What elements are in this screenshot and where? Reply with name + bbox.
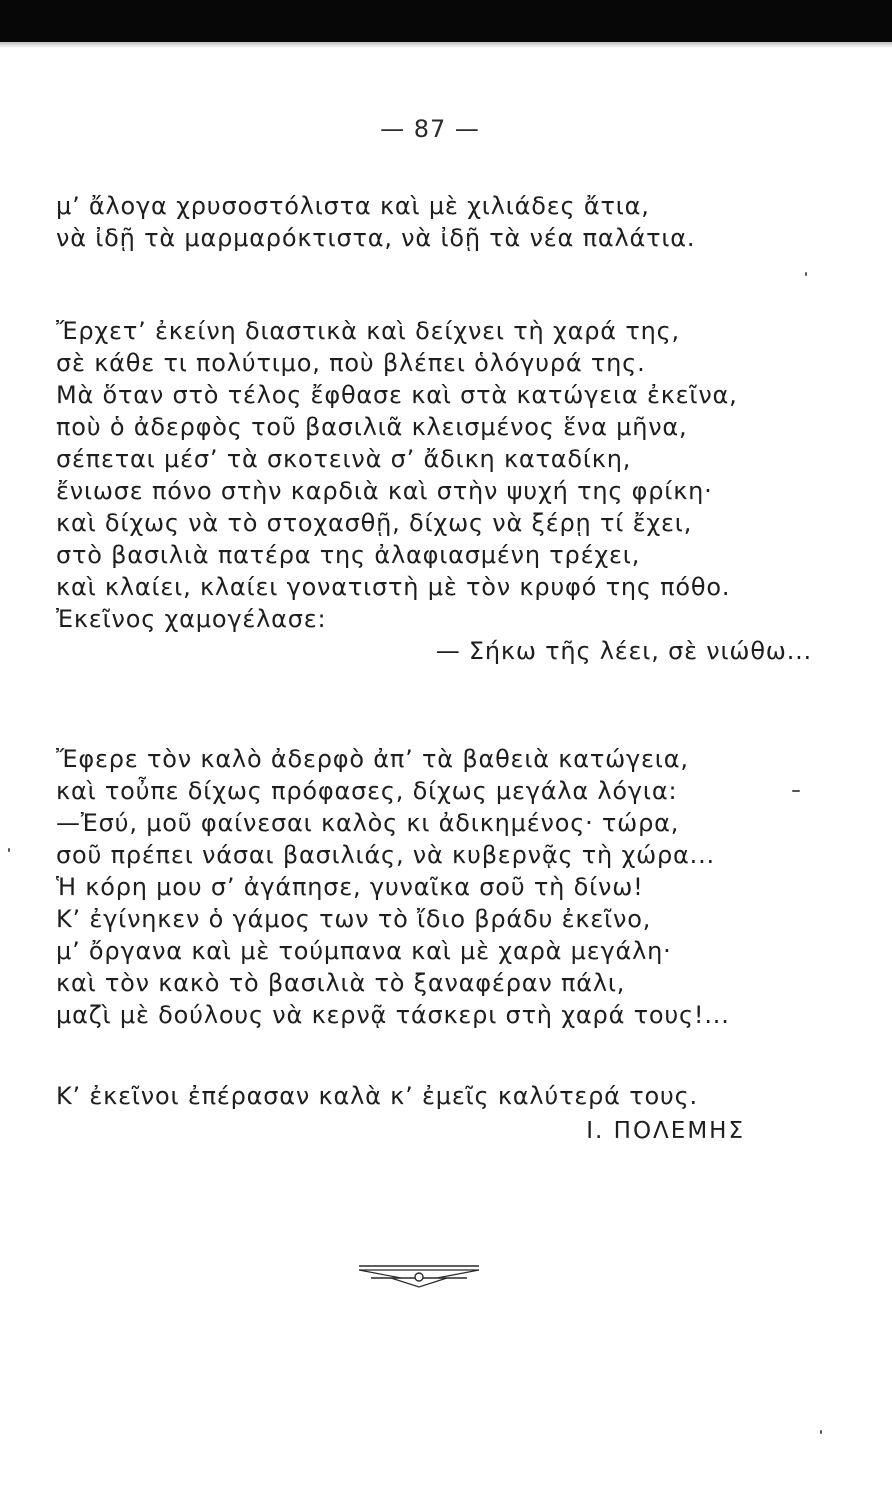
verse-line: ἔνιωσε πόνο στὴν καρδιὰ καὶ στὴν ψυχή της φρίκη· bbox=[56, 477, 713, 505]
verse-line: Μὰ ὅταν στὸ τέλος ἔφθασε καὶ στὰ κατώγεια ἐκεῖνα, bbox=[56, 381, 738, 409]
verse-line: καὶ κλαίει, κλαίει γονατιστὴ μὲ τὸν κρυφό της πόθο. bbox=[56, 573, 731, 601]
closing-line: Κ’ ἐκεῖνοι ἐπέρασαν καλὰ κ’ ἐμεῖς καλύτερά τους. bbox=[56, 1082, 698, 1110]
verse-line: σοῦ πρέπει νάσαι βασιλιάς, νὰ κυβερνᾷς τὴ χώρα... bbox=[56, 841, 715, 869]
verse-line: Ἡ κόρη μου σ’ ἀγάπησε, γυναῖκα σοῦ τὴ δίνω! bbox=[56, 873, 644, 901]
verse-line: σὲ κάθε τι πολύτιμο, ποὺ βλέπει ὁλόγυρά της. bbox=[56, 349, 646, 377]
author-signature: Ι. ΠΟΛΕΜΗΣ bbox=[586, 1118, 745, 1144]
verse-line: μαζὶ μὲ δούλους νὰ κερνᾷ τάσκερι στὴ χαρά τους!... bbox=[56, 1001, 730, 1029]
stanza-1 bbox=[56, 190, 836, 254]
stanza-2 bbox=[56, 315, 836, 667]
reply-line: — Σήκω τῆς λέει, σὲ νιώθω... bbox=[435, 637, 812, 665]
scan-top-border bbox=[0, 0, 892, 42]
verse-line: —Ἐσύ, μοῦ φαίνεσαι καλὸς κι ἀδικημένος· τώρα, bbox=[56, 809, 680, 837]
verse-line: Ἐκεῖνος χαμογέλασε: bbox=[56, 605, 327, 633]
verse-line: νὰ ἰδῇ τὰ μαρμαρόκτιστα, νὰ ἰδῇ τὰ νέα παλάτια. bbox=[56, 224, 696, 252]
verse-line: καὶ δίχως νὰ τὸ στοχασθῇ, δίχως νὰ ξέρῃ τί ἔχει, bbox=[56, 509, 693, 537]
scan-speck bbox=[8, 848, 10, 852]
verse-line: καὶ τὸν κακὸ τὸ βασιλιὰ τὸ ξαναφέραν πάλι, bbox=[56, 969, 626, 997]
verse-line: Ἔρχετ’ ἐκείνη διαστικὰ καὶ δείχνει τὴ χαρά της, bbox=[56, 317, 680, 345]
verse-line: ποὺ ὁ ἀδερφὸς τοῦ βασιλιᾶ κλεισμένος ἕνα μῆνα, bbox=[56, 413, 688, 441]
verse-line: μ’ ἄλογα χρυσοστόλιστα καὶ μὲ χιλιάδες ἄτια, bbox=[56, 192, 650, 220]
scan-speck bbox=[820, 1430, 822, 1434]
verse-line: μ’ ὄργανα καὶ μὲ τούμπανα καὶ μὲ χαρὰ μεγάλη· bbox=[56, 937, 672, 965]
scan-speck bbox=[792, 790, 800, 792]
page-number: — 87 — bbox=[380, 115, 480, 143]
verse-line: Κ’ ἐγίνηκεν ὁ γάμος των τὸ ἴδιο βράδυ ἐκεῖνο, bbox=[56, 905, 652, 933]
verse-line: στὸ βασιλιὰ πατέρα της ἀλαφιασμένη τρέχει, bbox=[56, 541, 641, 569]
tailpiece-ornament-icon bbox=[357, 1262, 481, 1292]
scan-speck bbox=[805, 272, 807, 276]
stanza-3 bbox=[56, 743, 836, 1031]
verse-line: σέπεται μέσ’ τὰ σκοτεινὰ σ’ ἄδικη καταδίκη, bbox=[56, 445, 632, 473]
verse-line: Ἔφερε τὸν καλὸ ἀδερφὸ ἀπ’ τὰ βαθειὰ κατώγεια, bbox=[56, 745, 689, 773]
verse-line: καὶ τοὖπε δίχως πρόφασες, δίχως μεγάλα λόγια: bbox=[56, 777, 678, 805]
